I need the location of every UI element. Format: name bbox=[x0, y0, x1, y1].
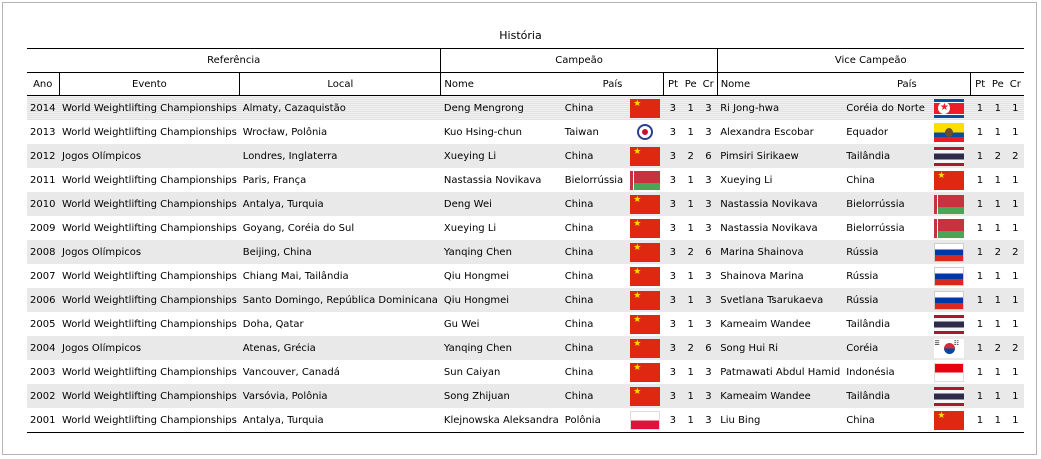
table-row bbox=[27, 120, 1024, 144]
china-flag-icon bbox=[630, 147, 660, 166]
cell-vice-pe: 1 bbox=[994, 318, 1001, 330]
cell-campeao-pt: 3 bbox=[664, 240, 682, 264]
china-flag-icon bbox=[630, 243, 660, 262]
col-header-campeao-nome: Nome bbox=[441, 73, 562, 96]
cell-campeao-cr: 3 bbox=[705, 270, 712, 282]
cell-campeao-nome: Kuo Hsing-chun bbox=[443, 126, 522, 138]
cell-vice-cr: 1 bbox=[1012, 174, 1019, 186]
china-flag-icon bbox=[630, 387, 660, 406]
cell-campeao-nome: Klejnowska Aleksandra bbox=[441, 408, 562, 433]
north-korea-flag-icon bbox=[934, 99, 964, 118]
cell-campeao-pais: China bbox=[564, 318, 594, 330]
cell-campeao-pt: 3 bbox=[669, 222, 676, 234]
cell-campeao-pe: 1 bbox=[687, 126, 694, 138]
cell-vice-pe: 1 bbox=[994, 174, 1001, 186]
cell-vice-nome: Shainova Marina bbox=[720, 270, 804, 282]
cell-vice-nome: Marina Shainova bbox=[717, 240, 843, 264]
cell-campeao-pe: 1 bbox=[682, 384, 700, 408]
cell-vice-pt: 1 bbox=[976, 126, 984, 138]
cell-campeao-pe: 2 bbox=[682, 240, 700, 264]
cell-campeao-pais: Bielorrússia bbox=[564, 174, 624, 186]
cell-local: Doha, Qatar bbox=[242, 318, 304, 330]
cell-campeao-cr: 3 bbox=[700, 288, 718, 312]
cell-campeao-cr: 6 bbox=[700, 336, 718, 360]
cell-campeao-nome: Xueying Li bbox=[441, 144, 562, 168]
col-header-campeao-cr: Cr bbox=[700, 73, 718, 96]
cell-local: Atenas, Grécia bbox=[240, 336, 441, 360]
thailand-flag-icon bbox=[934, 315, 964, 334]
col-header-vice-pais: País bbox=[843, 73, 971, 96]
cell-vice-pt: 1 bbox=[976, 174, 984, 186]
cell-evento: World Weightlifting Championships bbox=[62, 126, 237, 138]
cell-campeao-pais: China bbox=[562, 336, 627, 360]
thailand-flag-icon bbox=[934, 147, 964, 166]
china-flag-icon bbox=[630, 363, 660, 382]
cell-campeao-pais: China bbox=[564, 366, 594, 378]
cell-evento: World Weightlifting Championships bbox=[62, 366, 237, 378]
belarus-flag-icon bbox=[934, 195, 964, 214]
cell-campeao-pais: China bbox=[562, 240, 627, 264]
cell-vice-pt: 1 bbox=[976, 270, 984, 282]
cell-vice-nome: Liu Bing bbox=[717, 408, 843, 433]
cell-evento: World Weightlifting Championships bbox=[62, 174, 237, 186]
cell-campeao-nome: Deng Wei bbox=[441, 192, 562, 216]
cell-vice-pe: 1 bbox=[989, 408, 1007, 433]
cell-vice-pais: Tailândia bbox=[846, 318, 891, 330]
cell-campeao-pt: 3 bbox=[669, 126, 676, 138]
cell-campeao-cr: 3 bbox=[700, 384, 718, 408]
table-row bbox=[27, 240, 1024, 264]
cell-campeao-pt: 3 bbox=[664, 408, 682, 433]
cell-campeao-pais: China bbox=[562, 288, 627, 312]
col-header-vice-nome: Nome bbox=[717, 73, 843, 96]
cell-vice-pe: 1 bbox=[989, 288, 1007, 312]
cell-vice-nome: Xueying Li bbox=[720, 174, 773, 186]
cell-vice-pe: 2 bbox=[989, 336, 1007, 360]
col-header-local: Local bbox=[240, 73, 441, 96]
cell-campeao-cr: 6 bbox=[700, 144, 718, 168]
group-header-campeao: Campeão bbox=[441, 49, 717, 73]
cell-local: Antalya, Turquia bbox=[240, 408, 441, 433]
cell-campeao-pt: 3 bbox=[669, 270, 676, 282]
cell-ano: 2009 bbox=[30, 222, 56, 234]
cell-evento: Jogos Olímpicos bbox=[59, 336, 240, 360]
table-row bbox=[27, 96, 1024, 121]
table-row bbox=[27, 192, 1024, 216]
cell-evento: World Weightlifting Championships bbox=[59, 96, 240, 121]
table-row bbox=[27, 144, 1024, 168]
cell-evento: World Weightlifting Championships bbox=[59, 384, 240, 408]
cell-local: Paris, França bbox=[242, 174, 307, 186]
cell-vice-pais: Bielorrússia bbox=[846, 222, 905, 234]
cell-vice-nome: Kameaim Wandee bbox=[717, 384, 843, 408]
cell-vice-pe: 1 bbox=[989, 192, 1007, 216]
cell-vice-cr: 2 bbox=[1007, 240, 1024, 264]
cell-vice-pe: 1 bbox=[989, 96, 1007, 121]
cell-campeao-cr: 3 bbox=[705, 318, 712, 330]
indonesia-flag-icon bbox=[934, 363, 964, 382]
cell-campeao-nome: Song Zhijuan bbox=[441, 384, 562, 408]
thailand-flag-icon bbox=[934, 387, 964, 406]
cell-campeao-cr: 6 bbox=[700, 240, 718, 264]
cell-local: Antalya, Turquia bbox=[240, 192, 441, 216]
table-row bbox=[27, 312, 1024, 336]
cell-vice-cr: 1 bbox=[1012, 270, 1019, 282]
cell-vice-pe: 2 bbox=[989, 240, 1007, 264]
cell-campeao-pt: 3 bbox=[669, 174, 676, 186]
china-flag-icon bbox=[934, 411, 964, 430]
col-header-campeao-pt: Pt bbox=[664, 73, 682, 96]
cell-vice-nome: Pimsiri Sirikaew bbox=[717, 144, 843, 168]
cell-campeao-pe: 1 bbox=[687, 174, 694, 186]
south-korea-flag-icon bbox=[934, 339, 964, 358]
cell-vice-pt: 1 bbox=[971, 240, 989, 264]
cell-campeao-cr: 3 bbox=[705, 126, 712, 138]
cell-campeao-pe: 1 bbox=[682, 192, 700, 216]
table-row bbox=[27, 264, 1024, 288]
cell-vice-pais: Tailândia bbox=[843, 144, 928, 168]
cell-campeao-nome: Nastassia Novikava bbox=[443, 174, 542, 186]
cell-vice-nome: Svetlana Tsarukaeva bbox=[717, 288, 843, 312]
cell-campeao-pt: 3 bbox=[664, 336, 682, 360]
col-header-vice-pe: Pe bbox=[989, 73, 1007, 96]
cell-vice-pe: 1 bbox=[989, 384, 1007, 408]
cell-campeao-cr: 3 bbox=[700, 96, 718, 121]
cell-ano: 2006 bbox=[27, 288, 59, 312]
cell-local: Londres, Inglaterra bbox=[240, 144, 441, 168]
cell-vice-cr: 1 bbox=[1007, 192, 1024, 216]
cell-ano: 2013 bbox=[30, 126, 56, 138]
cell-campeao-cr: 3 bbox=[700, 192, 718, 216]
cell-evento: World Weightlifting Championships bbox=[59, 192, 240, 216]
cell-vice-cr: 2 bbox=[1007, 336, 1024, 360]
table-row bbox=[27, 168, 1024, 192]
cell-campeao-pais: China bbox=[562, 96, 627, 121]
cell-campeao-pe: 1 bbox=[687, 270, 694, 282]
cell-vice-pt: 1 bbox=[971, 192, 989, 216]
cell-campeao-nome: Deng Mengrong bbox=[441, 96, 562, 121]
cell-vice-pt: 1 bbox=[971, 96, 989, 121]
cell-campeao-pe: 2 bbox=[682, 336, 700, 360]
cell-vice-pais: Coréia bbox=[843, 336, 928, 360]
cell-campeao-nome: Xueying Li bbox=[443, 222, 497, 234]
col-header-vice-cr: Cr bbox=[1007, 73, 1024, 96]
cell-vice-pt: 1 bbox=[976, 222, 984, 234]
cell-campeao-pais: China bbox=[564, 222, 594, 234]
cell-vice-pe: 1 bbox=[994, 126, 1001, 138]
cell-local: Wrocław, Polônia bbox=[242, 126, 328, 138]
china-flag-icon bbox=[630, 291, 660, 310]
cell-campeao-nome: Sun Caiyan bbox=[443, 366, 501, 378]
russia-flag-icon bbox=[934, 243, 964, 262]
cell-vice-pt: 1 bbox=[971, 336, 989, 360]
cell-vice-pt: 1 bbox=[971, 288, 989, 312]
cell-vice-nome: Ri Jong-hwa bbox=[717, 96, 843, 121]
cell-campeao-pe: 1 bbox=[682, 288, 700, 312]
cell-campeao-pe: 1 bbox=[682, 408, 700, 433]
col-header-campeao-pe: Pe bbox=[682, 73, 700, 96]
cell-evento: World Weightlifting Championships bbox=[59, 408, 240, 433]
cell-campeao-pais: China bbox=[562, 384, 627, 408]
belarus-flag-icon bbox=[934, 219, 964, 238]
col-header-campeao-pais: País bbox=[562, 73, 664, 96]
cell-vice-cr: 1 bbox=[1012, 222, 1019, 234]
cell-campeao-pais: China bbox=[564, 270, 594, 282]
cell-ano: 2001 bbox=[27, 408, 59, 433]
cell-vice-cr: 1 bbox=[1007, 384, 1024, 408]
cell-campeao-pe: 1 bbox=[687, 222, 694, 234]
cell-vice-pais: Tailândia bbox=[843, 384, 928, 408]
cell-local: Santo Domingo, República Dominicana bbox=[240, 288, 441, 312]
cell-campeao-pt: 3 bbox=[669, 366, 676, 378]
cell-campeao-pe: 1 bbox=[687, 366, 694, 378]
cell-vice-pt: 1 bbox=[976, 366, 984, 378]
cell-vice-pe: 1 bbox=[994, 366, 1001, 378]
cell-campeao-pe: 2 bbox=[682, 144, 700, 168]
cell-vice-pt: 1 bbox=[971, 384, 989, 408]
cell-campeao-cr: 3 bbox=[705, 222, 712, 234]
cell-ano: 2007 bbox=[30, 270, 56, 282]
cell-campeao-nome: Gu Wei bbox=[443, 318, 480, 330]
cell-vice-nome: Nastassia Novikava bbox=[717, 192, 843, 216]
cell-ano: 2004 bbox=[27, 336, 59, 360]
cell-campeao-pais: Taiwan bbox=[564, 126, 599, 138]
belarus-flag-icon bbox=[630, 171, 660, 190]
cell-ano: 2010 bbox=[27, 192, 59, 216]
cell-ano: 2002 bbox=[27, 384, 59, 408]
cell-vice-pais: Rússia bbox=[843, 288, 928, 312]
cell-vice-pt: 1 bbox=[971, 144, 989, 168]
china-flag-icon bbox=[630, 315, 660, 334]
cell-ano: 2014 bbox=[27, 96, 59, 121]
cell-campeao-cr: 3 bbox=[700, 408, 718, 433]
poland-flag-icon bbox=[630, 411, 660, 430]
china-flag-icon bbox=[630, 219, 660, 238]
table-row bbox=[27, 336, 1024, 360]
cell-local: Vancouver, Canadá bbox=[242, 366, 340, 378]
group-header-vice: Vice Campeão bbox=[717, 49, 1024, 73]
cell-vice-pais: Coréia do Norte bbox=[843, 96, 928, 121]
cell-vice-nome: Patmawati Abdul Hamid bbox=[720, 366, 841, 378]
col-header-evento: Evento bbox=[59, 73, 240, 96]
col-header-vice-pt: Pt bbox=[971, 73, 989, 96]
cell-local: Beijing, China bbox=[240, 240, 441, 264]
cell-campeao-cr: 3 bbox=[705, 366, 712, 378]
cell-ano: 2012 bbox=[27, 144, 59, 168]
cell-vice-pais: Rússia bbox=[843, 240, 928, 264]
cell-campeao-pt: 3 bbox=[664, 96, 682, 121]
cell-campeao-pt: 3 bbox=[664, 192, 682, 216]
table-row bbox=[27, 384, 1024, 408]
cell-vice-cr: 1 bbox=[1012, 318, 1019, 330]
cell-vice-cr: 1 bbox=[1012, 366, 1019, 378]
cell-vice-pais: Bielorrússia bbox=[843, 192, 928, 216]
cell-ano: 2011 bbox=[30, 174, 56, 186]
cell-vice-pais: China bbox=[843, 408, 928, 433]
cell-campeao-pe: 1 bbox=[682, 96, 700, 121]
cell-vice-pt: 1 bbox=[976, 318, 984, 330]
cell-vice-pe: 2 bbox=[989, 144, 1007, 168]
cell-vice-cr: 2 bbox=[1007, 144, 1024, 168]
cell-campeao-pt: 3 bbox=[664, 384, 682, 408]
history-table bbox=[27, 48, 1024, 433]
cell-campeao-pais: China bbox=[562, 192, 627, 216]
cell-evento: World Weightlifting Championships bbox=[62, 318, 237, 330]
russia-flag-icon bbox=[934, 267, 964, 286]
china-flag-icon bbox=[630, 267, 660, 286]
cell-evento: World Weightlifting Championships bbox=[62, 270, 237, 282]
cell-campeao-pt: 3 bbox=[669, 318, 676, 330]
cell-vice-pt: 1 bbox=[971, 408, 989, 433]
col-header-ano: Ano bbox=[27, 73, 59, 96]
cell-campeao-pe: 1 bbox=[687, 318, 694, 330]
china-flag-icon bbox=[934, 171, 964, 190]
cell-vice-nome: Nastassia Novikava bbox=[720, 222, 818, 234]
china-flag-icon bbox=[630, 99, 660, 118]
cell-evento: Jogos Olímpicos bbox=[59, 144, 240, 168]
cell-vice-pe: 1 bbox=[994, 222, 1001, 234]
cell-campeao-pais: Polônia bbox=[562, 408, 627, 433]
table-title: História bbox=[499, 29, 542, 42]
cell-local: Goyang, Coréia do Sul bbox=[242, 222, 355, 234]
cell-vice-pais: Equador bbox=[846, 126, 888, 138]
cell-campeao-pais: China bbox=[562, 144, 627, 168]
cell-vice-cr: 1 bbox=[1007, 96, 1024, 121]
cell-vice-nome: Song Hui Ri bbox=[717, 336, 843, 360]
cell-local: Chiang Mai, Tailândia bbox=[242, 270, 349, 282]
china-flag-icon bbox=[630, 339, 660, 358]
cell-campeao-nome: Yanqing Chen bbox=[441, 336, 562, 360]
cell-campeao-cr: 3 bbox=[705, 174, 712, 186]
cell-campeao-pt: 3 bbox=[664, 144, 682, 168]
cell-campeao-nome: Qiu Hongmei bbox=[441, 288, 562, 312]
cell-campeao-nome: Qiu Hongmei bbox=[443, 270, 510, 282]
cell-evento: World Weightlifting Championships bbox=[59, 288, 240, 312]
cell-vice-pais: Rússia bbox=[846, 270, 879, 282]
cell-vice-pais: China bbox=[846, 174, 875, 186]
cell-vice-cr: 1 bbox=[1012, 126, 1019, 138]
cell-vice-pais: Indonésia bbox=[846, 366, 895, 378]
china-flag-icon bbox=[630, 195, 660, 214]
table-row bbox=[27, 288, 1024, 312]
cell-vice-nome: Kameaim Wandee bbox=[720, 318, 811, 330]
group-header-referencia: Referência bbox=[27, 49, 441, 73]
cell-local: Varsóvia, Polônia bbox=[240, 384, 441, 408]
russia-flag-icon bbox=[934, 291, 964, 310]
cell-evento: Jogos Olímpicos bbox=[59, 240, 240, 264]
cell-vice-cr: 1 bbox=[1007, 408, 1024, 433]
cell-ano: 2008 bbox=[27, 240, 59, 264]
taiwan-flag-icon bbox=[637, 124, 653, 140]
table-row bbox=[27, 216, 1024, 240]
cell-vice-cr: 1 bbox=[1007, 288, 1024, 312]
cell-ano: 2005 bbox=[30, 318, 56, 330]
cell-vice-nome: Alexandra Escobar bbox=[720, 126, 814, 138]
cell-local: Almaty, Cazaquistão bbox=[240, 96, 441, 121]
table-row bbox=[27, 408, 1024, 433]
cell-vice-pe: 1 bbox=[994, 270, 1001, 282]
cell-campeao-pt: 3 bbox=[664, 288, 682, 312]
cell-ano: 2003 bbox=[30, 366, 56, 378]
table-row bbox=[27, 360, 1024, 384]
cell-evento: World Weightlifting Championships bbox=[62, 222, 237, 234]
cell-campeao-nome: Yanqing Chen bbox=[441, 240, 562, 264]
ecuador-flag-icon bbox=[934, 123, 964, 142]
